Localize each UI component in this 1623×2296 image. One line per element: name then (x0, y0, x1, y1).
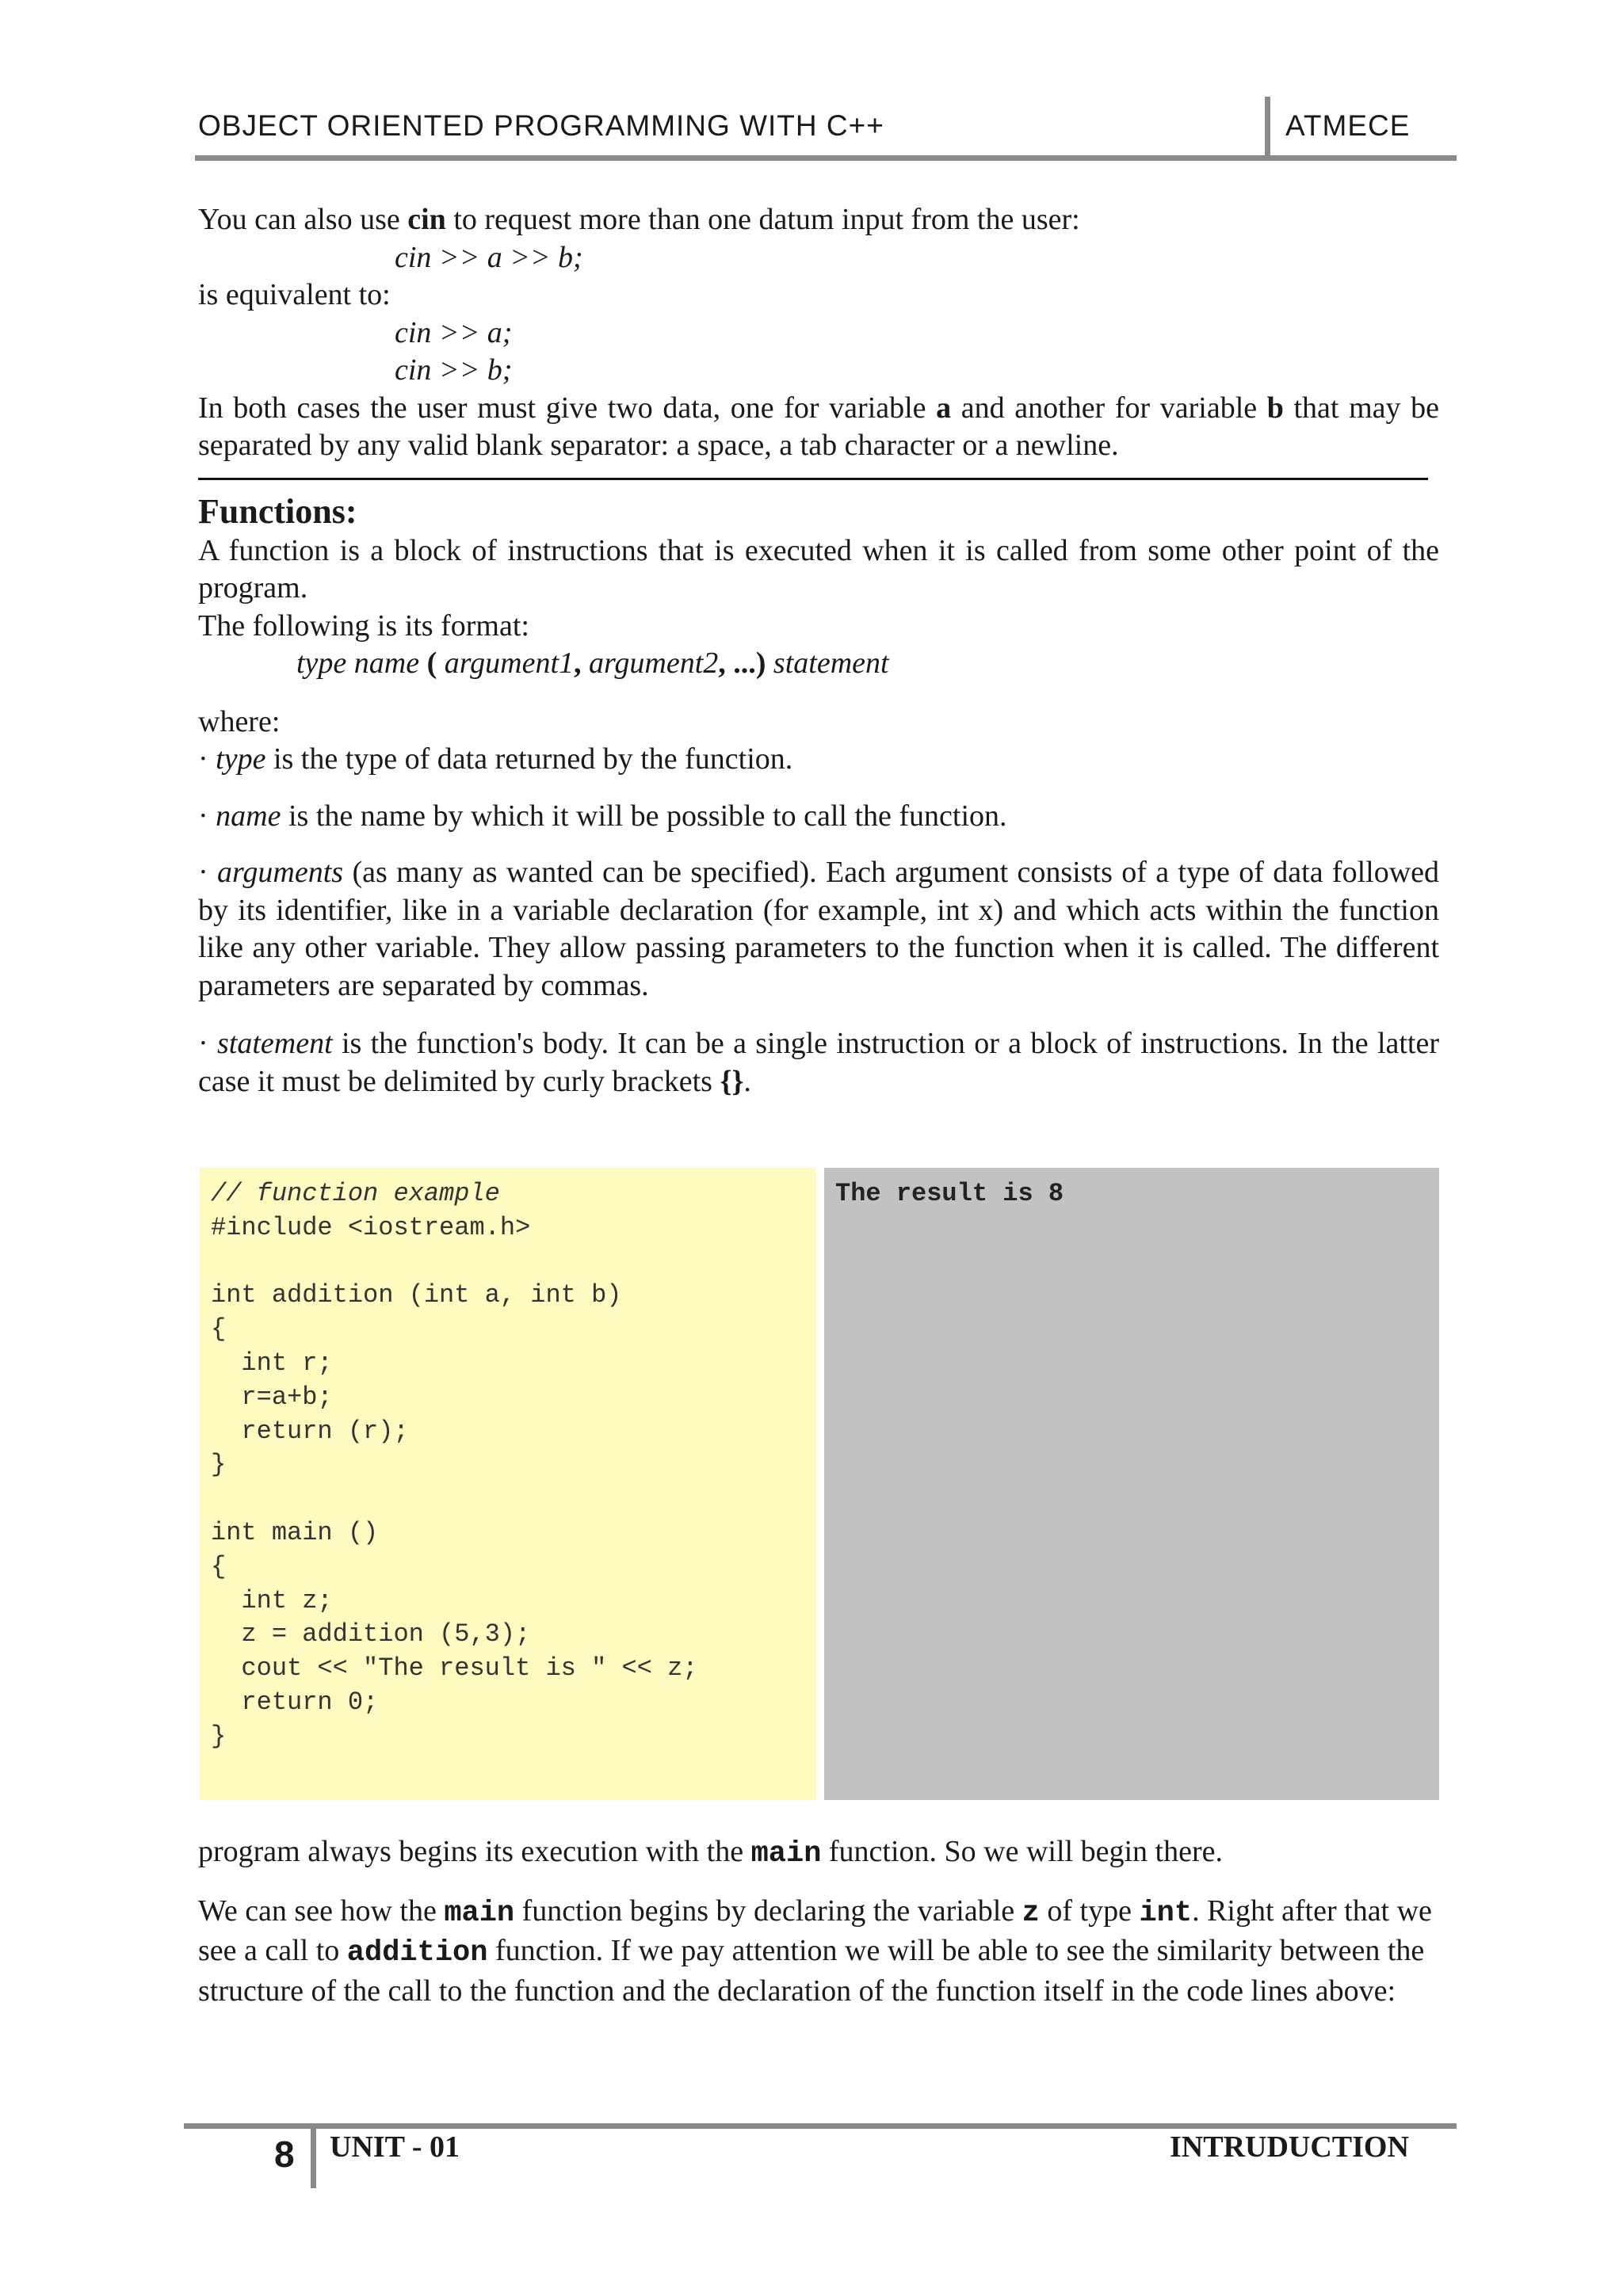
program-output-panel (824, 1168, 1439, 1800)
functions-heading: Functions: (198, 491, 357, 531)
section-divider (198, 478, 1428, 480)
footer-divider-vertical (311, 2123, 316, 2188)
variable-b: b (1266, 391, 1284, 425)
separator-paragraph: In both cases the user must give two data, one for variable a and another for variable b that may be separated by any valid blank separator: a space, a tab character or a newline. (198, 391, 1439, 462)
footer-unit: UNIT - 01 (330, 2130, 460, 2164)
where-label: where: (198, 704, 281, 738)
header-rule (195, 155, 1457, 161)
list-item-type: · type is the type of data returned by the function. (198, 742, 793, 776)
equivalent-label: is equivalent to: (198, 278, 391, 311)
function-definition: A function is a block of instructions that is executed when it is called from some other point of the program. (198, 533, 1439, 605)
running-header-title: OBJECT ORIENTED PROGRAMMING WITH C++ (198, 109, 884, 142)
list-item-name: · name is the name by which it will be possible to call the function. (198, 799, 1007, 833)
keyword-cin: cin (407, 203, 446, 236)
code-listing: #include <iostream.h> int addition (int a, int b) { int r; r=a+b; return (r); } int main () { int z; z = addition (5,3); cout << "The result is " << z; return 0; } (211, 1212, 698, 1751)
code-comment: // function example (211, 1179, 500, 1208)
main-content (198, 201, 1439, 1100)
explanation-text (198, 1833, 1439, 2010)
page-number: 8 (274, 2134, 295, 2175)
header-divider-vertical (1265, 97, 1270, 158)
cin-intro-line: You can also use cin to request more than one datum input from the user: (198, 203, 1080, 236)
variable-a: a (936, 391, 952, 425)
list-item-arguments: · arguments (as many as wanted can be specified). Each argument consists of a type of data followed by its identifier, like in a variable declaration (for example, int x) and which acts within the function like any other variable. They allow passing parameters to the function when it is called. The different parameters are separated by commas. (198, 856, 1440, 1002)
footer-section-title: INTRUDUCTION (1170, 2130, 1409, 2164)
program-output-text: The result is 8 (835, 1179, 1064, 1208)
code-line-cin-b: cin >> b; (395, 353, 513, 387)
code-line-cin-ab: cin >> a >> b; (395, 240, 583, 274)
function-format-syntax: type name ( argument1, argument2, ...) statement (296, 646, 889, 680)
main-begins-paragraph: program always begins its execution with the main function. So we will begin there. (198, 1835, 1223, 1871)
running-header-institution: ATMECE (1285, 109, 1411, 142)
addition-call-paragraph: We can see how the main function begins by declaring the variable z of type int. Right after that we see a call to addition function. If we pay attention we will be able to see the similarity between the structure of the call to the function and the declaration of the function itself in the code lines above: (198, 1894, 1432, 2008)
footer-rule (184, 2123, 1457, 2129)
format-intro: The following is its format: (198, 608, 529, 643)
list-item-statement: · statement is the function's body. It can be a single instruction or a block of instructions. In the latter case it must be delimited by curly brackets {}. (198, 1027, 1440, 1098)
code-main: main (750, 1837, 822, 1871)
code-line-cin-a: cin >> a; (395, 315, 513, 349)
code-example-panel (200, 1168, 816, 1800)
